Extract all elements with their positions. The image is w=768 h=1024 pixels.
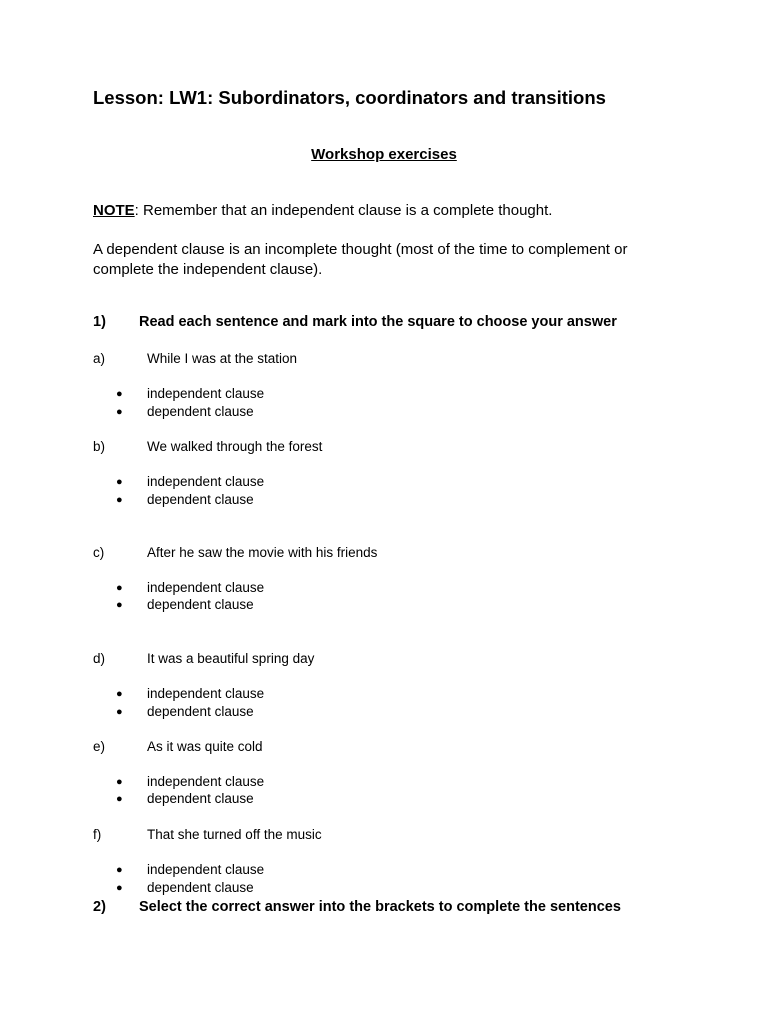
item-letter: f) <box>93 827 102 842</box>
option-independent-c[interactable] <box>116 580 264 595</box>
bullet-icon: ● <box>116 388 123 400</box>
option-label: independent clause <box>147 386 265 401</box>
question-item-b <box>93 439 322 454</box>
option-label: independent clause <box>147 862 265 877</box>
bullet-icon: ● <box>116 582 123 594</box>
section-2-number: 2) <box>93 899 106 915</box>
item-letter: d) <box>93 651 106 666</box>
item-letter: c) <box>93 545 105 560</box>
option-independent-e[interactable] <box>116 774 264 789</box>
section-1-number: 1) <box>93 314 106 330</box>
item-sentence: It was a beautiful spring day <box>147 651 315 666</box>
option-independent-b[interactable] <box>116 474 264 489</box>
question-item-c <box>93 545 377 560</box>
item-sentence: We walked through the forest <box>147 439 323 454</box>
option-label: dependent clause <box>147 880 254 895</box>
dependent-clause-paragraph <box>93 240 627 280</box>
option-label: dependent clause <box>147 791 254 806</box>
dependent-clause-line-2: complete the independent clause). <box>93 261 323 278</box>
bullet-icon: ● <box>116 599 123 611</box>
option-independent-a[interactable] <box>116 386 264 401</box>
note-label: NOTE <box>93 202 135 219</box>
page-title: Lesson: LW1: Subordinators, coordinators and transitions <box>93 87 606 108</box>
section-1-heading <box>93 314 617 330</box>
option-label: independent clause <box>147 580 265 595</box>
bullet-icon: ● <box>116 864 123 876</box>
option-label: independent clause <box>147 686 265 701</box>
bullet-icon: ● <box>116 494 123 506</box>
item-sentence: That she turned off the music <box>147 827 322 842</box>
bullet-icon: ● <box>116 406 123 418</box>
item-letter: b) <box>93 439 106 454</box>
item-letter: a) <box>93 351 106 366</box>
question-item-a <box>93 351 297 366</box>
option-independent-d[interactable] <box>116 686 264 701</box>
option-dependent-e[interactable] <box>116 791 254 806</box>
option-label: dependent clause <box>147 704 254 719</box>
option-dependent-a[interactable] <box>116 404 254 419</box>
option-label: dependent clause <box>147 597 254 612</box>
bullet-icon: ● <box>116 776 123 788</box>
section-2-text: Select the correct answer into the brackets to complete the sentences <box>139 899 621 915</box>
option-independent-f[interactable] <box>116 862 264 877</box>
option-dependent-b[interactable] <box>116 492 254 507</box>
dependent-clause-line-1: A dependent clause is an incomplete thought (most of the time to complement or <box>93 241 628 258</box>
section-2-heading <box>93 899 621 915</box>
bullet-icon: ● <box>116 706 123 718</box>
item-sentence: After he saw the movie with his friends <box>147 545 378 560</box>
question-item-e <box>93 739 263 754</box>
section-1-text: Read each sentence and mark into the square to choose your answer <box>139 314 617 330</box>
bullet-icon: ● <box>116 882 123 894</box>
option-label: dependent clause <box>147 404 254 419</box>
subtitle: Workshop exercises <box>311 146 457 163</box>
option-dependent-c[interactable] <box>116 597 254 612</box>
question-item-f <box>93 827 322 842</box>
note-paragraph <box>93 201 552 221</box>
option-dependent-d[interactable] <box>116 704 254 719</box>
item-letter: e) <box>93 739 106 754</box>
option-label: dependent clause <box>147 492 254 507</box>
item-sentence: As it was quite cold <box>147 739 263 754</box>
note-text: : Remember that an independent clause is a complete thought. <box>134 202 553 219</box>
option-dependent-f[interactable] <box>116 880 254 895</box>
bullet-icon: ● <box>116 688 123 700</box>
option-label: independent clause <box>147 774 265 789</box>
question-item-d <box>93 651 314 666</box>
option-label: independent clause <box>147 474 265 489</box>
item-sentence: While I was at the station <box>147 351 298 366</box>
bullet-icon: ● <box>116 793 123 805</box>
bullet-icon: ● <box>116 476 123 488</box>
